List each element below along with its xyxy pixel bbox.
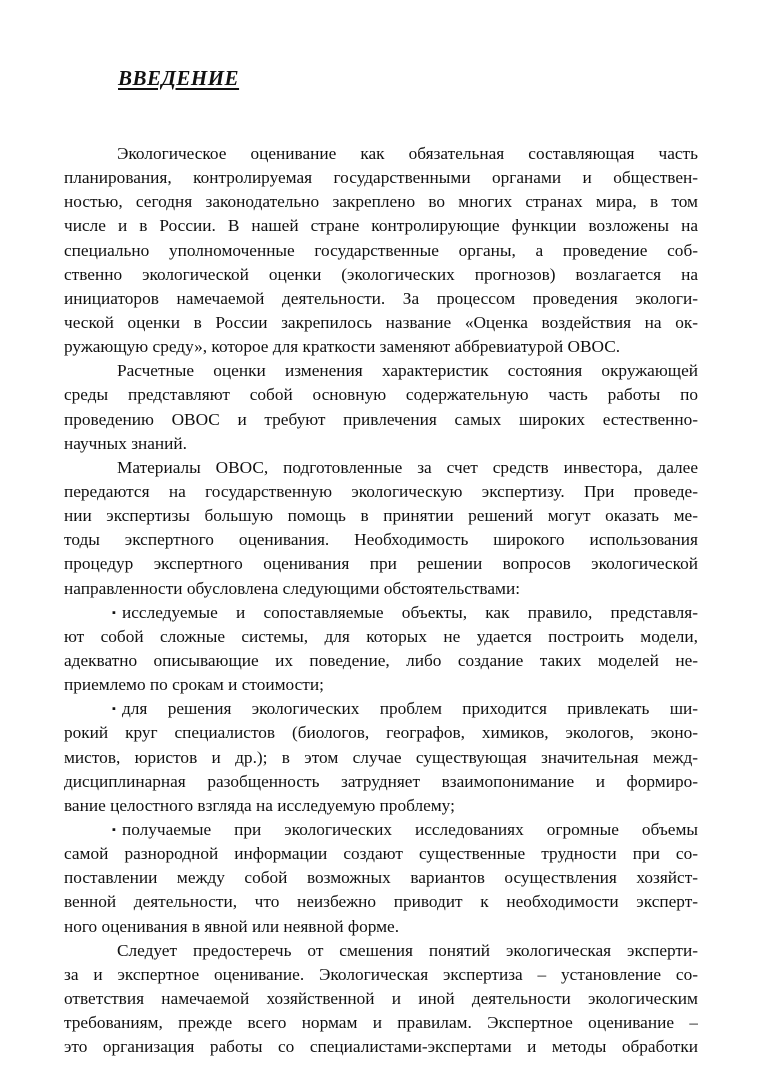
paragraph-intro bbox=[64, 142, 698, 359]
text-line: Следует предостеречь от смешения понятий экологическая эксперти- bbox=[117, 940, 698, 960]
text-line: специально уполномоченные государственные органы, а проведение соб- bbox=[64, 240, 698, 260]
text-line: тоды экспертного оценивания. Необходимость широкого использования bbox=[64, 530, 698, 550]
bullet-text: для решения экологических проблем приходится привлекать ши- bbox=[122, 699, 698, 719]
text-line: инициаторов намечаемой деятельности. За процессом проведения экологи- bbox=[64, 288, 698, 308]
bullet-list bbox=[64, 601, 698, 939]
text-line bbox=[64, 818, 698, 842]
paragraph-distinction bbox=[64, 939, 698, 1060]
text-line: поставлении между собой возможных вариантов осуществления хозяйст- bbox=[64, 868, 698, 888]
text-line bbox=[64, 601, 698, 625]
text-line: Материалы ОВОС, подготовленные за счет средств инвестора, далее bbox=[117, 457, 698, 477]
text-line: вание целостного взгляда на исследуемую проблему; bbox=[64, 795, 455, 815]
text-line: процедур экспертного оценивания при решении вопросов экологической bbox=[64, 554, 698, 574]
text-line: требованиям, прежде всего нормам и правилам. Экспертное оценивание – bbox=[64, 1013, 698, 1033]
bullet-icon: ▪ bbox=[112, 823, 116, 836]
text-line: ного оценивания в явной или неявной форме. bbox=[64, 916, 400, 936]
text-line: ностью, сегодня законодательно закреплено во многих странах мира, в том bbox=[64, 192, 698, 212]
text-line: самой разнородной информации создают существенные трудности при со- bbox=[64, 844, 698, 864]
bullet-icon: ▪ bbox=[112, 703, 116, 716]
text-line: научных знаний. bbox=[64, 433, 188, 453]
text-line: среды представляют собой основную содержательную часть работы по bbox=[64, 385, 698, 405]
document-body bbox=[64, 142, 698, 1059]
text-line: мистов, юристов и др.); в этом случае существующая значительная межд- bbox=[64, 747, 698, 767]
text-line: проведению ОВОС и требуют привлечения самых широких естественно- bbox=[64, 409, 698, 429]
text-line: Экологическое оценивание как обязательная составляющая часть bbox=[117, 144, 698, 163]
text-line: ют собой сложные системы, для которых не удается построить модели, bbox=[64, 626, 698, 646]
text-line: передаются на государственную экологическую экспертизу. При проведе- bbox=[64, 481, 698, 501]
text-line bbox=[64, 697, 698, 721]
text-line: за и экспертное оценивание. Экологическая экспертиза – установление со- bbox=[64, 964, 698, 984]
page-title: ВВЕДЕНИЕ bbox=[118, 66, 240, 90]
text-line: венной деятельности, что неизбежно приводит к необходимости эксперт- bbox=[64, 892, 698, 912]
text-line: планирования, контролируемая государственными органами и обществен- bbox=[64, 168, 698, 188]
paragraph-materials bbox=[64, 456, 698, 601]
bullet-text: получаемые при экологических исследованиях огромные объемы bbox=[122, 819, 698, 839]
paragraph-estimates bbox=[64, 359, 698, 456]
bullet-item-objects bbox=[64, 601, 698, 698]
text-line: ответствия намечаемой хозяйственной и иной деятельности экологическим bbox=[64, 988, 698, 1008]
text-line: ружающую среду», которое для краткости заменяют аббревиатурой ОВОС. bbox=[64, 337, 621, 357]
text-line: направленности обусловлена следующими обстоятельствами: bbox=[64, 578, 521, 598]
text-line: нии экспертизы большую помощь в принятии решений могут оказать ме- bbox=[64, 506, 698, 526]
bullet-item-information bbox=[64, 818, 698, 939]
text-line: числе и в России. В нашей стране контролирующие функции возложены на bbox=[64, 216, 698, 236]
text-line: ческой оценки в России закрепилось название «Оценка воздействия на ок- bbox=[64, 312, 698, 332]
text-line: Расчетные оценки изменения характеристик состояния окружающей bbox=[117, 361, 698, 381]
text-line: ственно экологической оценки (экологических прогнозов) возлагается на bbox=[64, 264, 698, 284]
text-line: приемлемо по срокам и стоимости; bbox=[64, 675, 324, 695]
text-line: это организация работы со специалистами-экспертами и методы обработки bbox=[64, 1037, 698, 1057]
text-line: дисциплинарная разобщенность затрудняет взаимопонимание и формиро- bbox=[64, 771, 698, 791]
bullet-text: исследуемые и сопоставляемые объекты, как правило, представля- bbox=[122, 602, 698, 622]
text-line: рокий круг специалистов (биологов, географов, химиков, экологов, эконо- bbox=[64, 723, 698, 743]
bullet-item-specialists bbox=[64, 697, 698, 818]
bullet-icon: ▪ bbox=[112, 606, 116, 619]
text-line: адекватно описывающие их поведение, либо создание таких моделей не- bbox=[64, 650, 698, 670]
